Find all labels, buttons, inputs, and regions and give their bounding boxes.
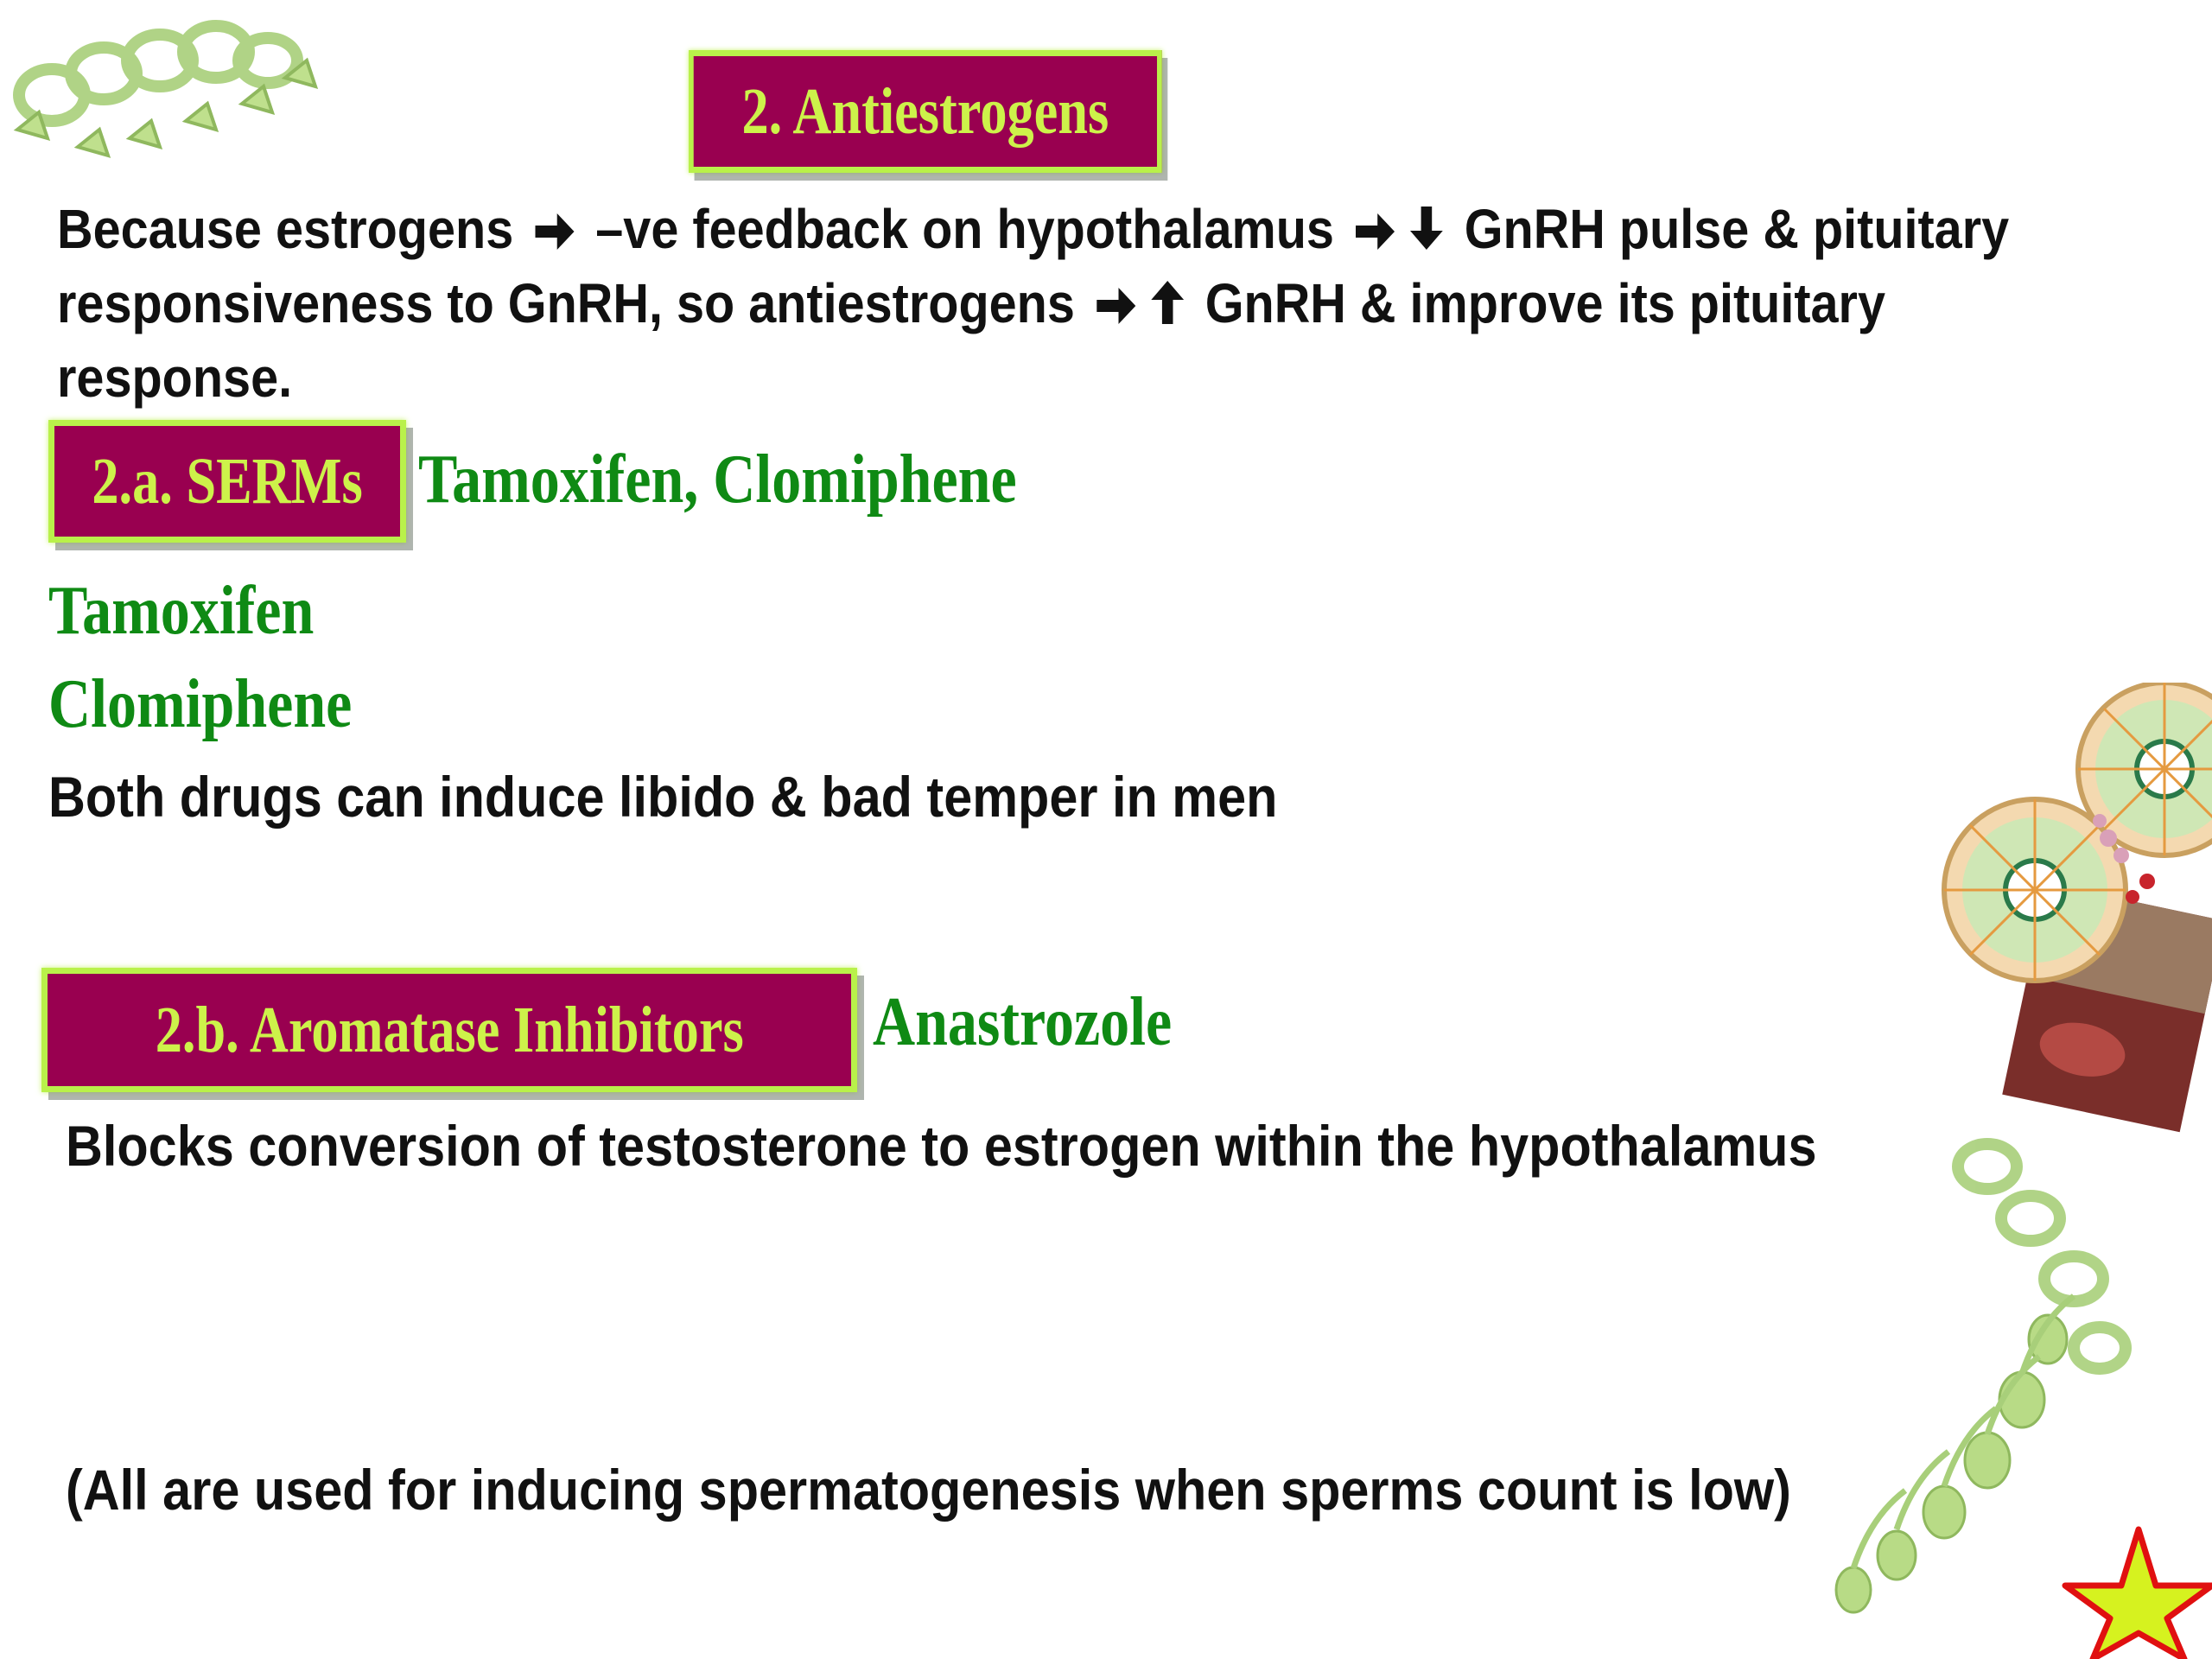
star-icon [2065, 1529, 2212, 1659]
aromatase-heading-text: 2.b. Aromatase Inhibitors [155, 993, 744, 1066]
intro-text: GnRH pulse & pituitary [1464, 198, 2010, 260]
intro-line-2 [57, 266, 2157, 340]
main-heading-text: 2. Antiestrogens [741, 74, 1109, 148]
intro-line-3: response. [57, 346, 293, 409]
aromatase-heading [41, 968, 857, 1092]
drug-tamoxifen: Tamoxifen [48, 573, 315, 649]
serms-heading-text: 2.a. SERMs [92, 444, 363, 518]
seminiferous-tubule-icon [1815, 683, 2212, 1659]
intro-text: GnRH & improve its pituitary [1205, 272, 1886, 334]
aromatase-note: Blocks conversion of testosterone to estrogen within the hypothalamus [66, 1114, 1817, 1178]
intro-text: responsiveness to GnRH, so antiestrogens [57, 272, 1075, 334]
right-arrow-icon [532, 210, 577, 253]
drug-anastrozole: Anastrozole [873, 984, 1173, 1060]
right-arrow-icon [1093, 284, 1138, 327]
main-heading [689, 50, 1162, 173]
up-arrow-icon [1147, 277, 1186, 327]
serms-heading [48, 420, 406, 543]
down-arrow-icon [1407, 203, 1446, 253]
intro-text: –ve feedback on hypothalamus [595, 198, 1334, 260]
sperm-cluster-icon [0, 0, 328, 164]
intro-paragraph [57, 192, 2157, 415]
intro-line-1 [57, 192, 2157, 266]
intro-text: Because estrogens [57, 198, 514, 260]
footer-note: (All are used for inducing spermatogenesis when sperms count is low) [66, 1458, 1791, 1522]
serms-note: Both drugs can induce libido & bad temper in men [48, 765, 1278, 829]
drug-clomiphene: Clomiphene [48, 666, 353, 742]
right-arrow-icon [1352, 210, 1397, 253]
serms-drug-list: Tamoxifen, Clomiphene [418, 442, 1017, 518]
